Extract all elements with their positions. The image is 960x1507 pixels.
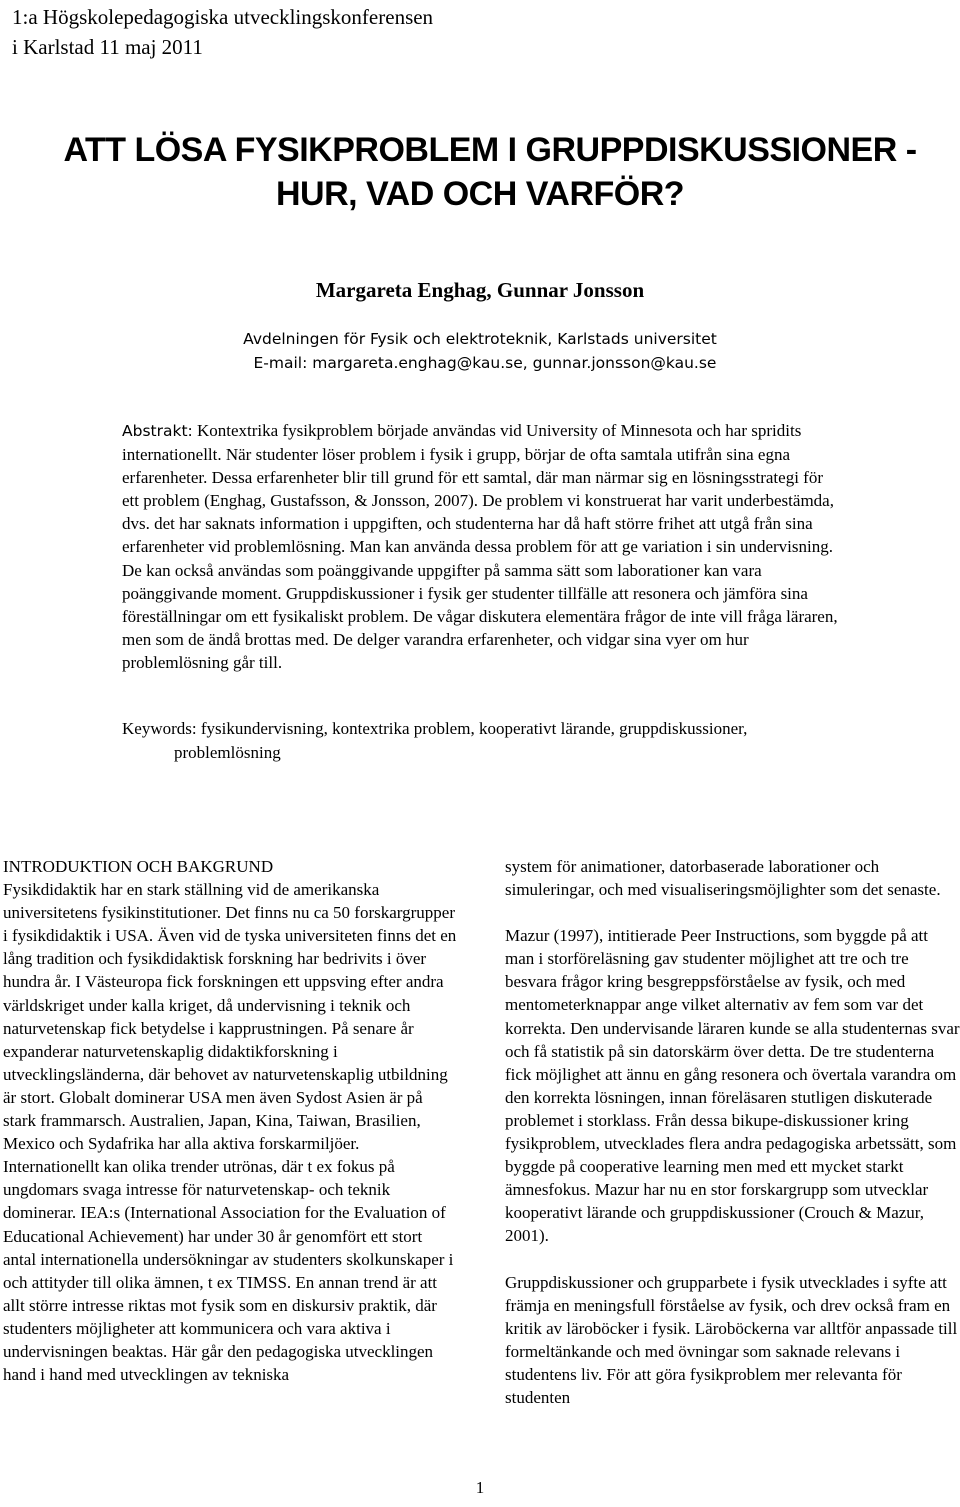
left-column (3, 855, 458, 1386)
paper-title (0, 128, 960, 216)
abstract-label: Abstrakt: (122, 422, 193, 440)
keywords (122, 717, 862, 765)
conference-line-2: i Karlstad 11 maj 2011 (12, 35, 203, 59)
conference-header (12, 2, 433, 62)
affiliation: Avdelningen för Fysik och elektroteknik, Karlstads universitet (243, 330, 717, 348)
page-number: 1 (475, 1478, 485, 1497)
conference-line-1: 1:a Högskolepedagogiska utvecklingskonferensen (12, 5, 434, 29)
authors: Margareta Enghag, Gunnar Jonsson (315, 278, 645, 302)
title-line-1: ATT LÖSA FYSIKPROBLEM I GRUPPDISKUSSIONER - (63, 131, 917, 169)
section-heading: INTRODUKTION OCH BAKGRUND (3, 857, 274, 876)
email: E-mail: margareta.enghag@kau.se, gunnar.jonsson@kau.se (253, 354, 717, 372)
affiliation-block (0, 327, 960, 375)
abstract (122, 419, 842, 674)
right-column (505, 855, 960, 1409)
keywords-line-2: problemlösning (174, 743, 281, 762)
keywords-line-1: Keywords: fysikundervisning, kontextrika problem, kooperativt lärande, gruppdiskussioner, (122, 719, 748, 738)
intro-paragraph-right-2: Mazur (1997), intitierade Peer Instructions, som byggde på att man i storföreläsning gav studenter möjlighet att tre och tre besvara frågor kring besgreppsförståelse av fysik, och med mentometerknappar ange vilket alternativ av fem som var det korrekta. Den undervisande läraren kunde se alla studenternas svar och få statistik på sin datorskärm över detta. De tre studenterna fick möjlighet att ännu en gång resonera och övertala varandra om den korrekta lösningen, innan föreläsaren stutligen diskuterade problemet i storklass. Från dessa bikupe-diskussioner kring fysikproblem, utvecklades flera andra pedagogiska arbetssätt, som byggde på cooperative learning men med ett mycket starkt ämnesfokus. Mazur har nu en stor forskargrupp som utvecklar kooperativt lärande och gruppdiskussioner (Crouch & Mazur, 2001). (505, 926, 960, 1246)
intro-paragraph-right-3: Gruppdiskussioner och grupparbete i fysik utvecklades i syfte att främja en meningsfull förståelse av fysik, och drev också fram en kritik av läroböcker i fysik. Läroböckerna var alltför anpassade till formeltänkande och med övningar som saknade relevans i studentens liv. För att göra fysikproblem mer relevanta för studenten (505, 1272, 958, 1407)
intro-paragraph-right-1: system för animationer, datorbaserade laborationer och simuleringar, och med visualiseringsmöjlighter som det senaste. (505, 857, 941, 900)
abstract-text: Kontextrika fysikproblem började användas vid University of Minnesota och har spridits internationellt. När studenter löser problem i fysik i grupp, börjar de ofta samtala utifrån sina egna erfarenheter. Dessa erfarenheter blir till grund för ett samtal, där man närmar sig en lösningsstrategi för ett problem (Enghag, Gustafsson, & Jonsson, 2007). De problem vi konstruerat har varit underbestämda, dvs. det har saknats information i uppgiften, och studenterna har då haft större frihet att utgå från sina erfarenheter vid problemlösning. Man kan använda dessa problem för att ge variation i sin undervisning. De kan också användas som poänggivande uppgifter på samma sätt som laborationer kan vara poänggivande moment. Gruppdiskussioner i fysik ger studenter tillfälle att resonera och jämföra sina föreställningar om ett fysikaliskt problem. De vågar diskutera elementära frågor de inte vill fråga läraren, men som de ändå brottas med. De delger varandra erfarenheter, och vidgar sina vyer om hur problemlösning går till. (122, 421, 838, 672)
title-line-2: HUR, VAD OCH VARFÖR? (275, 175, 685, 213)
intro-paragraph-left: Fysikdidaktik har en stark ställning vid de amerikanska universitetens fysikinstitutioner. Det finns nu ca 50 forskargrupper i fysikdidaktik i USA. Även vid de tyska universiteten finns det en lång tradition och fysikdidaktisk forskning har bedrivits i över hundra år. I Västeuropa fick forskningen ett uppsving efter andra världskriget under kalla kriget, då undervisning i teknik och naturvetenskap fick betydelse i kapprustningen. På senare år expanderar naturvetenskaplig didaktikforskning i utvecklingsländerna, där behovet av naturvetenskaplig utbildning är stort. Globalt dominerar USA men även Sydost Asien är på stark frammarsch. Australien, Japan, Kina, Taiwan, Brasilien, Mexico och Sydafrika har alla aktiva forskarmiljöer. Internationellt kan olika trender utrönas, där t ex fokus på ungdomars svaga intresse för naturvetenskap- och teknik dominerar. IEA:s (International Association for the Evaluation of Educational Achievement) har under 30 år genomfört ett stort antal internationella undersökningar av studenters skolkunskaper i och attityder till olika ämnen, t ex TIMSS. En annan trend är att allt större intresse riktas mot fysik som en diskursiv praktik, där studenters möjligheter att kommunicera och vara aktiva i undervisningen beaktas. Här går den pedagogiska utvecklingen hand i hand med utvecklingen av tekniska (3, 880, 457, 1385)
